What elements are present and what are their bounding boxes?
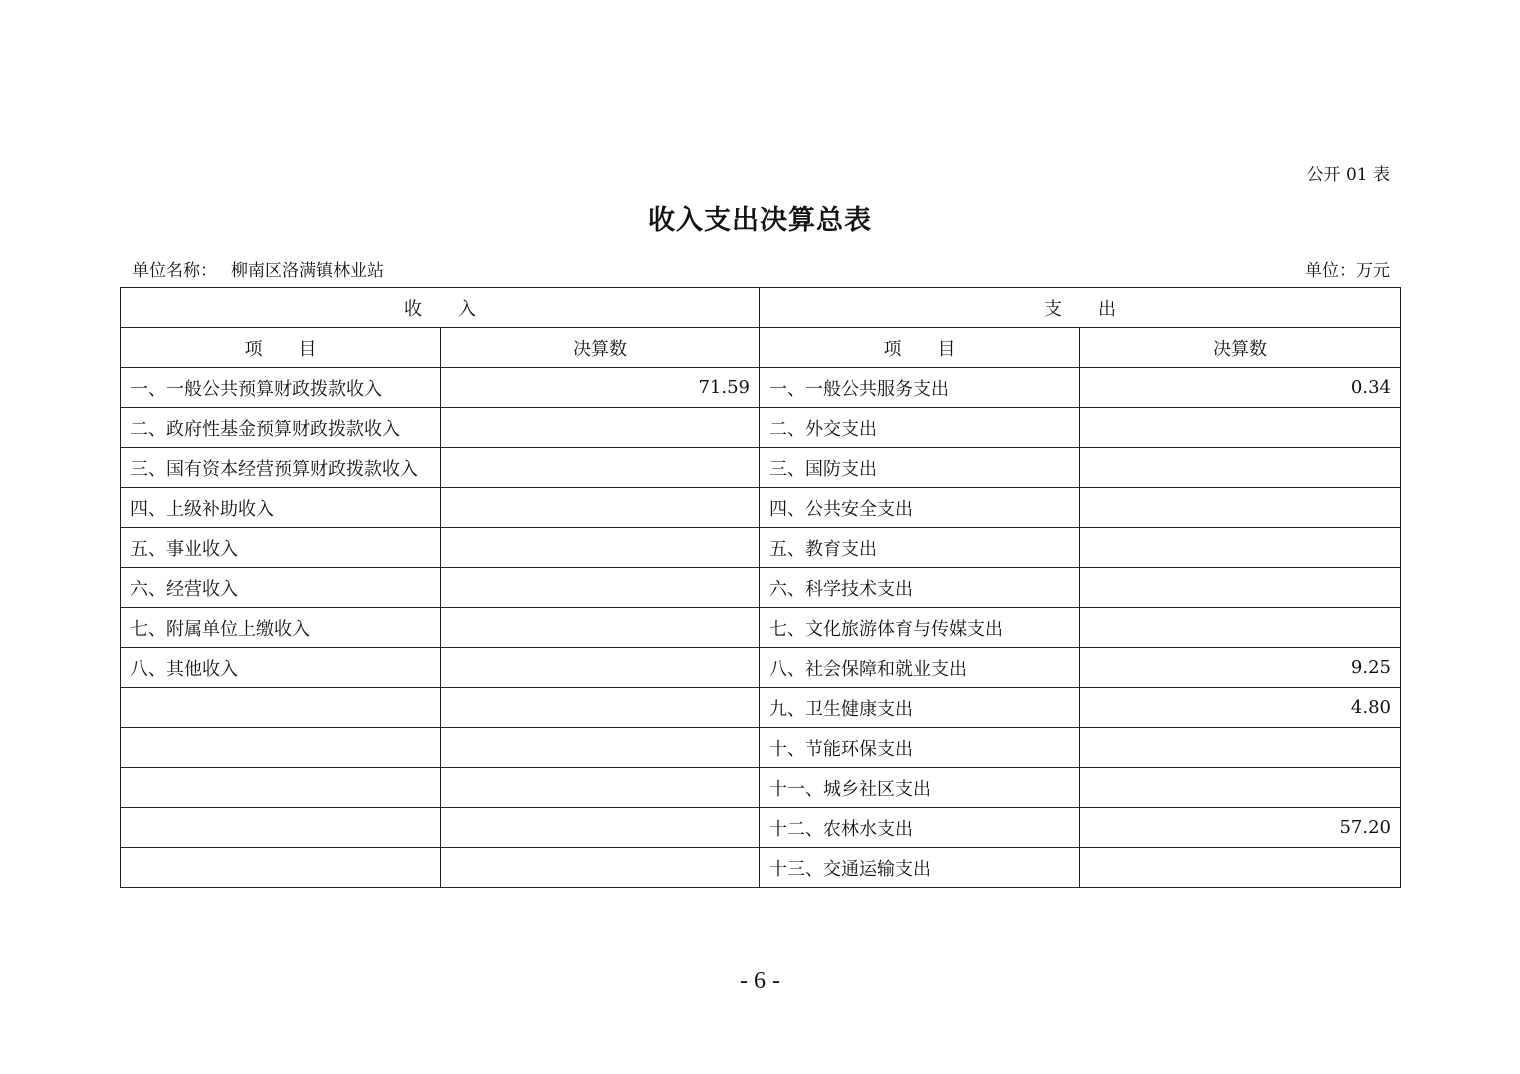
expense-amount-cell [1080,568,1401,608]
income-amount-cell [441,688,760,728]
income-item-cell: 三、国有资本经营预算财政拨款收入 [121,448,441,488]
expense-amount-cell [1080,608,1401,648]
org-info [132,256,384,281]
table-row [121,648,1401,688]
income-item-cell: 五、事业收入 [121,528,441,568]
income-amount-cell [441,768,760,808]
expense-amount-cell: 0.34 [1080,368,1401,408]
form-code: 公开 01 表 [1306,165,1390,185]
expense-amount-cell: 9.25 [1080,648,1401,688]
table-row [121,768,1401,808]
income-item-cell [121,688,441,728]
table-row [121,848,1401,888]
expense-item-cell: 六、科学技术支出 [760,568,1080,608]
expense-amount-cell [1080,768,1401,808]
expense-item-cell: 十一、城乡社区支出 [760,768,1080,808]
income-amount-cell [441,608,760,648]
table-row [121,608,1401,648]
table-row [121,488,1401,528]
income-item-cell [121,728,441,768]
income-amount-cell: 71.59 [441,368,760,408]
expense-item-cell: 七、文化旅游体育与传媒支出 [760,608,1080,648]
expense-amount-cell [1080,408,1401,448]
income-item-cell: 七、附属单位上缴收入 [121,608,441,648]
org-label: 单位名称： [132,261,217,281]
expense-item-cell: 十二、农林水支出 [760,808,1080,848]
expense-item-cell: 九、卫生健康支出 [760,688,1080,728]
income-item-cell: 六、经营收入 [121,568,441,608]
expense-amount-cell [1080,728,1401,768]
income-amount-header: 决算数 [441,328,760,368]
income-amount-cell [441,408,760,448]
table-body [121,288,1401,888]
expense-amount-cell [1080,448,1401,488]
income-item-cell [121,808,441,848]
income-amount-cell [441,528,760,568]
expense-section-header: 支 出 [760,288,1401,328]
table-row [121,448,1401,488]
income-section-header: 收 入 [121,288,760,328]
expense-item-cell: 四、公共安全支出 [760,488,1080,528]
expense-amount-header: 决算数 [1080,328,1401,368]
expense-amount-cell [1080,488,1401,528]
expense-item-cell: 三、国防支出 [760,448,1080,488]
income-amount-cell [441,648,760,688]
section-header-row [121,288,1401,328]
income-amount-cell [441,568,760,608]
table-row [121,568,1401,608]
income-item-header: 项 目 [121,328,441,368]
table-row [121,728,1401,768]
expense-item-cell: 八、社会保障和就业支出 [760,648,1080,688]
page-number: - 6 - [740,968,780,994]
expense-item-header: 项 目 [760,328,1080,368]
income-amount-cell [441,848,760,888]
table-row [121,808,1401,848]
income-amount-cell [441,448,760,488]
table-row [121,688,1401,728]
income-item-cell: 二、政府性基金预算财政拨款收入 [121,408,441,448]
income-expense-table [120,287,1401,888]
table-row [121,528,1401,568]
expense-item-cell: 十三、交通运输支出 [760,848,1080,888]
expense-item-cell: 一、一般公共服务支出 [760,368,1080,408]
expense-item-cell: 二、外交支出 [760,408,1080,448]
expense-item-cell: 五、教育支出 [760,528,1080,568]
page-title: 收入支出决算总表 [648,205,872,236]
income-amount-cell [441,488,760,528]
table-row [121,368,1401,408]
income-item-cell [121,848,441,888]
income-item-cell: 四、上级补助收入 [121,488,441,528]
expense-item-cell: 十、节能环保支出 [760,728,1080,768]
income-amount-cell [441,728,760,768]
org-name: 柳南区洛满镇林业站 [231,261,384,281]
income-amount-cell [441,808,760,848]
income-item-cell: 八、其他收入 [121,648,441,688]
income-item-cell: 一、一般公共预算财政拨款收入 [121,368,441,408]
column-header-row [121,328,1401,368]
expense-amount-cell: 57.20 [1080,808,1401,848]
expense-amount-cell [1080,528,1401,568]
unit-label: 单位：万元 [1305,261,1390,281]
table-row [121,408,1401,448]
expense-amount-cell [1080,848,1401,888]
expense-amount-cell: 4.80 [1080,688,1401,728]
income-item-cell [121,768,441,808]
